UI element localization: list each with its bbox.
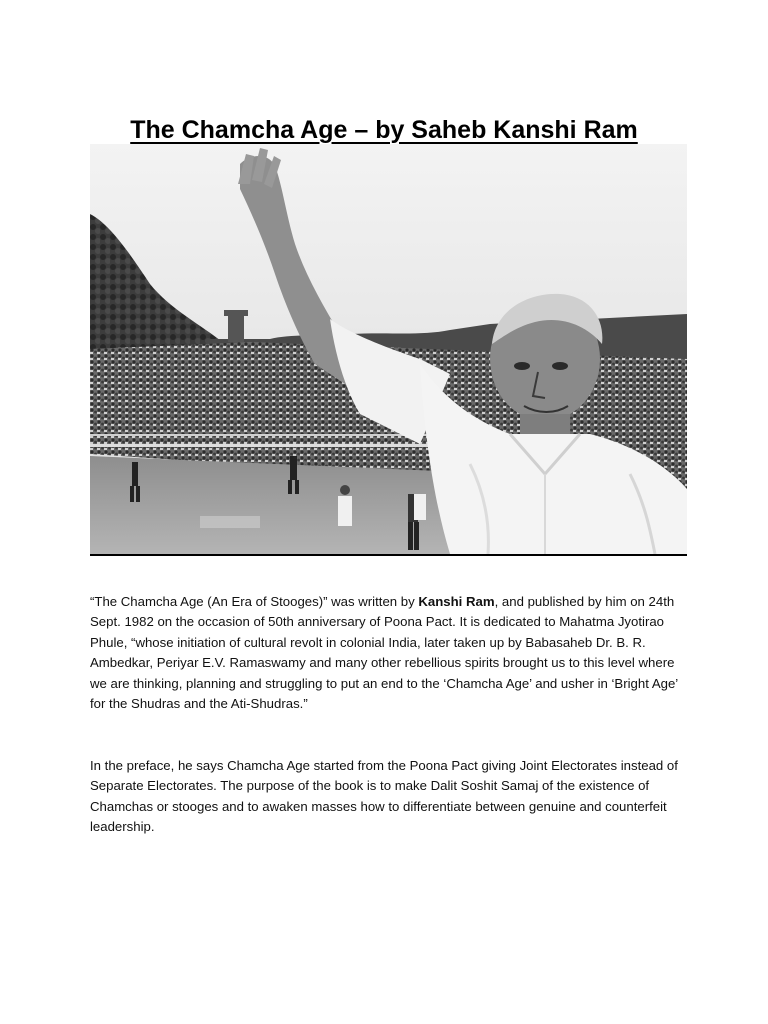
preface-paragraph: In the preface, he says Chamcha Age started from the Poona Pact giving Joint Electorates instead of Separate Electorates. The purpose of the book is to make Dalit Soshit Samaj of the existence of Chamchas or stooges and to awaken masses how to differentiate between genuine and counterfeit leadership.: [90, 758, 678, 835]
document-title: The Chamcha Age – by Saheb Kanshi Ram: [130, 115, 638, 144]
intro-text-part1: “The Chamcha Age (An Era of Stooges)” was written by: [90, 594, 419, 609]
rally-photo: [90, 144, 687, 556]
author-name: Kanshi Ram: [418, 594, 495, 609]
intro-paragraph: [90, 592, 688, 714]
intro-text-part2: , and published by him on 24th Sept. 1982 on the occasion of 50th anniversary of Poona Pact. It is dedicated to Mahatma Jyotirao Phule, “whose initiation of cultural revolt in colonial India, later taken up by Babasaheb Dr. B. R. Ambedkar, Periyar E.V. Ramaswamy and many other rebellious spirits brought us to this level where we are thinking, planning and struggling to put an end to the ‘Chamcha Age’ and usher in ‘Bright Age’ for the Shudras and the Ati-Shudras.”: [90, 594, 678, 712]
